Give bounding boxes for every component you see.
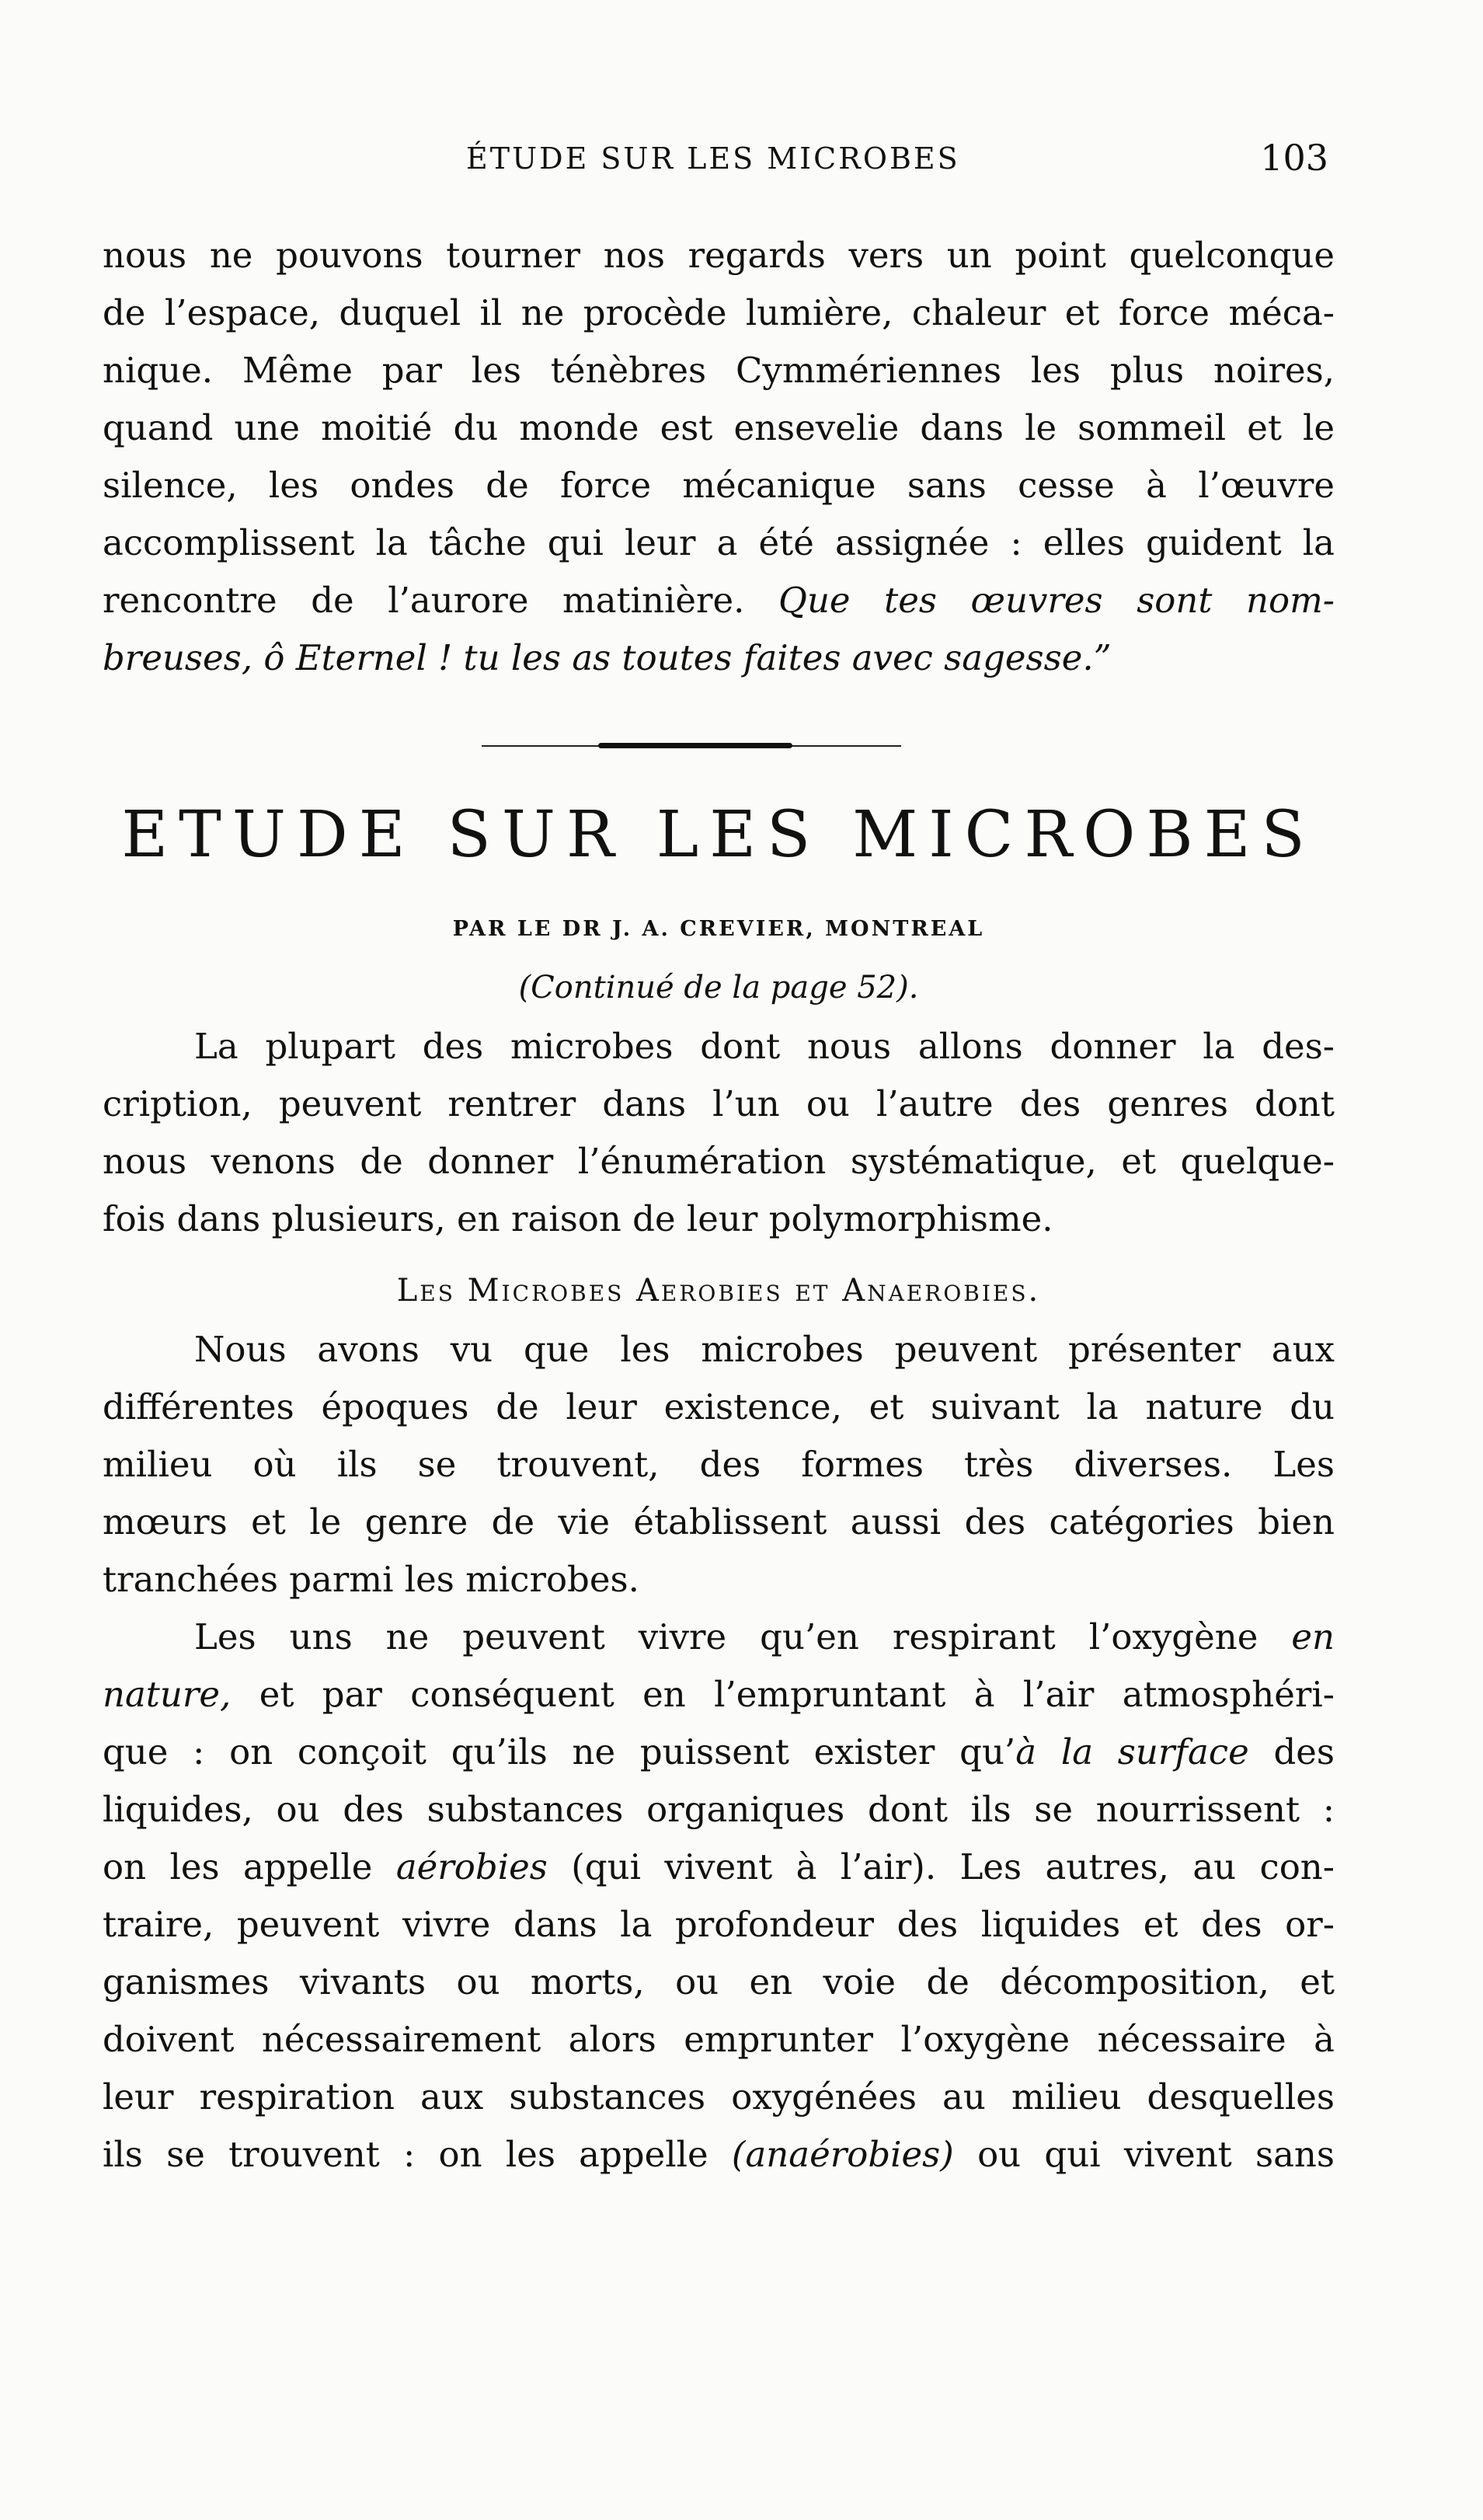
section-heading-text: Les Microbes Aerobies et Anaerobies. bbox=[396, 1273, 1041, 1309]
section-heading bbox=[103, 1273, 1335, 1309]
text-line: traire, peuvent vivre dans la profondeur des liquides et des or- bbox=[103, 1904, 1335, 1945]
text-line: mœurs et le genre de vie établissent aussi des catégories bien bbox=[103, 1501, 1335, 1542]
intro-paragraph bbox=[103, 1018, 1335, 1248]
quotation-italic: Que tes œuvres sont nom- bbox=[778, 580, 1335, 621]
text-run: Les uns ne peuvent vivre qu’en respirant l’oxygène bbox=[194, 1616, 1258, 1657]
running-head bbox=[101, 137, 1328, 188]
text-line: nique. Même par les ténèbres Cymmériennes les plus noires, bbox=[103, 350, 1335, 391]
text-line: de l’espace, duquel il ne procède lumière, chaleur et force méca- bbox=[103, 292, 1335, 333]
text-line: milieu où ils se trouvent, des formes très diverses. Les bbox=[103, 1444, 1335, 1485]
text-line: doivent nécessairement alors emprunter l’oxygène nécessaire à bbox=[103, 2019, 1335, 2060]
paragraph-2 bbox=[103, 1609, 1335, 2184]
text-line: tranchées parmi les microbes. bbox=[103, 1559, 639, 1600]
paragraph-1 bbox=[103, 1321, 1335, 1609]
text-line: silence, les ondes de force mécanique sans cesse à l’œuvre bbox=[103, 465, 1335, 506]
article-byline: PAR LE DR J. A. CREVIER, MONTREAL bbox=[452, 917, 985, 941]
text-line bbox=[103, 2126, 1335, 2184]
previous-article-ending bbox=[103, 227, 1335, 687]
text-run: des bbox=[1273, 1731, 1335, 1772]
text-line bbox=[103, 1839, 1335, 1896]
article-title: ETUDE SUR LES MICROBES bbox=[121, 798, 1316, 872]
italic-term: nature, bbox=[103, 1674, 232, 1715]
text-line: fois dans plusieurs, en raison de leur polymorphisme. bbox=[103, 1198, 1053, 1239]
text-line: quand une moitié du monde est ensevelie dans le sommeil et le bbox=[103, 407, 1335, 448]
text-line: cription, peuvent rentrer dans l’un ou l’autre des genres dont bbox=[103, 1083, 1335, 1124]
text-run: ils se trouvent : on les appelle bbox=[103, 2134, 708, 2175]
text-line: accomplissent la tâche qui leur a été assignée : elles guident la bbox=[103, 522, 1335, 563]
italic-term: aérobies bbox=[395, 1846, 548, 1887]
text-line: La plupart des microbes dont nous allons donner la des- bbox=[194, 1026, 1335, 1067]
continued-note: (Continué de la page 52). bbox=[518, 970, 919, 1006]
text-line: ganismes vivants ou morts, ou en voie de décomposition, et bbox=[103, 1961, 1335, 2002]
italic-term: à la surface bbox=[1015, 1731, 1249, 1772]
text-run: et par conséquent en l’empruntant à l’air atmosphéri- bbox=[259, 1674, 1335, 1715]
text-run: (qui vivent à l’air). Les autres, au con- bbox=[571, 1846, 1335, 1887]
text-line: Nous avons vu que les microbes peuvent présenter aux bbox=[194, 1329, 1335, 1370]
page-number: 103 bbox=[1260, 137, 1328, 179]
text-line: nous ne pouvons tourner nos regards vers un point quelconque bbox=[103, 235, 1335, 276]
text-line: différentes époques de leur existence, et suivant la nature du bbox=[103, 1386, 1335, 1427]
italic-term: (anaérobies) bbox=[731, 2134, 954, 2175]
text-line: leur respiration aux substances oxygénées au milieu desquelles bbox=[103, 2076, 1335, 2117]
divider-ornament bbox=[598, 743, 792, 748]
text-run: que : on conçoit qu’ils ne puissent exister qu’ bbox=[103, 1731, 1016, 1772]
text-line: nous venons de donner l’énumération systématique, et quelque- bbox=[103, 1141, 1335, 1182]
section-divider bbox=[482, 742, 901, 750]
text-line bbox=[103, 1609, 1335, 1666]
text-line bbox=[103, 1666, 1335, 1724]
text-line bbox=[103, 572, 1335, 629]
text-run: ou qui vivent sans bbox=[977, 2134, 1335, 2175]
italic-term: en bbox=[1291, 1616, 1335, 1657]
quotation-italic-line: breuses, ô Eternel ! tu les as toutes faites avec sagesse.” bbox=[103, 637, 1112, 678]
text-line bbox=[103, 1724, 1335, 1781]
text-run: on les appelle bbox=[103, 1846, 373, 1887]
text-run: rencontre de l’aurore matinière. bbox=[103, 580, 745, 621]
running-title: ÉTUDE SUR LES MICROBES bbox=[466, 141, 960, 176]
text-line: liquides, ou des substances organiques dont ils se nourrissent : bbox=[103, 1789, 1335, 1830]
